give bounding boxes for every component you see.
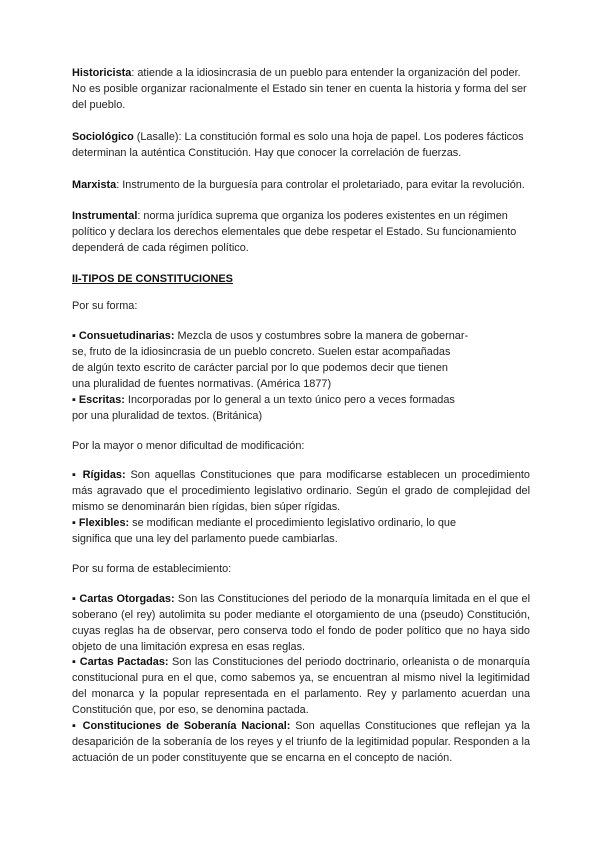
theory-text: : norma jurídica suprema que organiza los poderes existentes en un régimen político y declara los derechos elementales que debe respetar el Estado. Su funcionamiento dependerá de cada régimen político. — [72, 210, 517, 255]
item-text: Son aquellas Constituciones que reflejan ya la desaparición de la soberanía de los reyes y el triunfo de la legitimidad popular. Responden a la actuación de un poder constituyente que se encarna en el concepto de nación. — [72, 720, 530, 764]
theory-text: : Instrumento de la burguesía para controlar el proletariado, para evitar la revolución. — [116, 178, 525, 191]
theory-historicista — [72, 66, 530, 114]
list-item-flexibles — [72, 516, 530, 548]
item-line: una pluralidad de fuentes normativas. (América 1877) — [72, 377, 332, 390]
group-label: Por la mayor o menor dificultad de modificación: — [72, 439, 305, 452]
item-text: Son las Constituciones del periodo de la monarquía limitada en el que el soberano (el rey) autolimita su poder mediante el otorgamiento de una (pseudo) Constitución, cuyas reglas ha de observar, pero conserva todo el fondo de poder político que no haya sido objeto de una limitación expresa en esas reglas. — [72, 592, 530, 653]
item-term: ▪ Constituciones de Soberanía Nacional: — [72, 720, 291, 733]
theory-instrumental — [72, 209, 530, 257]
theory-term: Historicista — [72, 67, 132, 79]
list-item-cartas-otorgadas — [72, 592, 530, 656]
theory-term: Sociológico — [72, 130, 134, 143]
list-item-escritas — [72, 393, 530, 425]
list-item-cartas-pactadas — [72, 655, 530, 719]
list-item-soberania-nacional — [72, 719, 530, 767]
theory-sociologico — [72, 130, 530, 162]
item-line: Incorporadas por lo general a un texto único pero a veces formadas — [124, 393, 455, 406]
item-text: Son aquellas Constituciones que para modificarse establecen un procedimiento más agravado que el procedimiento legislativo ordinario. Según el grado de complejidad del mismo se denominarán bien rígidas, bien súper rígidas. — [72, 469, 530, 514]
item-term: ▪ Escritas: — [72, 393, 125, 406]
item-line: se, fruto de la idiosincrasia de un pueblo concreto. Suelen estar acompañadas — [72, 345, 451, 358]
item-term: ▪ Cartas Otorgadas: — [72, 592, 175, 605]
item-line: significa que una ley del parlamento puede cambiarlas. — [72, 533, 338, 546]
theory-text: : atiende a la idiosincrasia de un pueblo para entender la organización del poder. No es posible organizar racionalmente el Estado sin tener en cuenta la historia y forma del ser del pueblo. — [72, 67, 527, 111]
item-text: Son las Constituciones del periodo doctrinario, orleanista o de monarquía constitucional pura en el que, como sabemos ya, se encuentran al mismo nivel la legitimidad del monarca y la popular representada en el parlamento. Rey y parlamento acuerdan una Constitución que, por eso, se denomina pactada. — [72, 656, 530, 717]
document-page — [72, 66, 530, 767]
item-line: se modifican mediante el procedimiento legislativo ordinario, lo que — [129, 517, 457, 530]
theory-term: Marxista — [72, 178, 117, 191]
theory-marxista — [72, 178, 530, 194]
item-term: ▪ Flexibles: — [72, 517, 130, 530]
theory-text: (Lasalle): La constitución formal es solo una hoja de papel. Los poderes fácticos determinan la auténtica Constitución. Hay que conocer la correlación de fuerzas. — [72, 130, 524, 159]
section-title: II-TIPOS DE CONSTITUCIONES — [72, 273, 233, 286]
list-item-consuetudinarias — [72, 329, 530, 393]
theory-term: Instrumental — [72, 210, 138, 223]
item-term: ▪ Consuetudinarias: — [72, 330, 175, 343]
item-line: de algún texto escrito de carácter parcial por lo que podemos decir que tienen — [72, 361, 448, 374]
item-line: por una pluralidad de textos. (Británica) — [72, 409, 263, 422]
list-item-rigidas — [72, 468, 530, 516]
group-label: Por su forma de establecimiento: — [72, 562, 232, 575]
item-term: ▪ Cartas Pactadas: — [72, 656, 169, 669]
item-line: Mezcla de usos y costumbres sobre la manera de gobernar- — [174, 330, 469, 343]
item-term: ▪ Rígidas: — [72, 469, 126, 482]
group-label: Por su forma: — [72, 300, 138, 313]
